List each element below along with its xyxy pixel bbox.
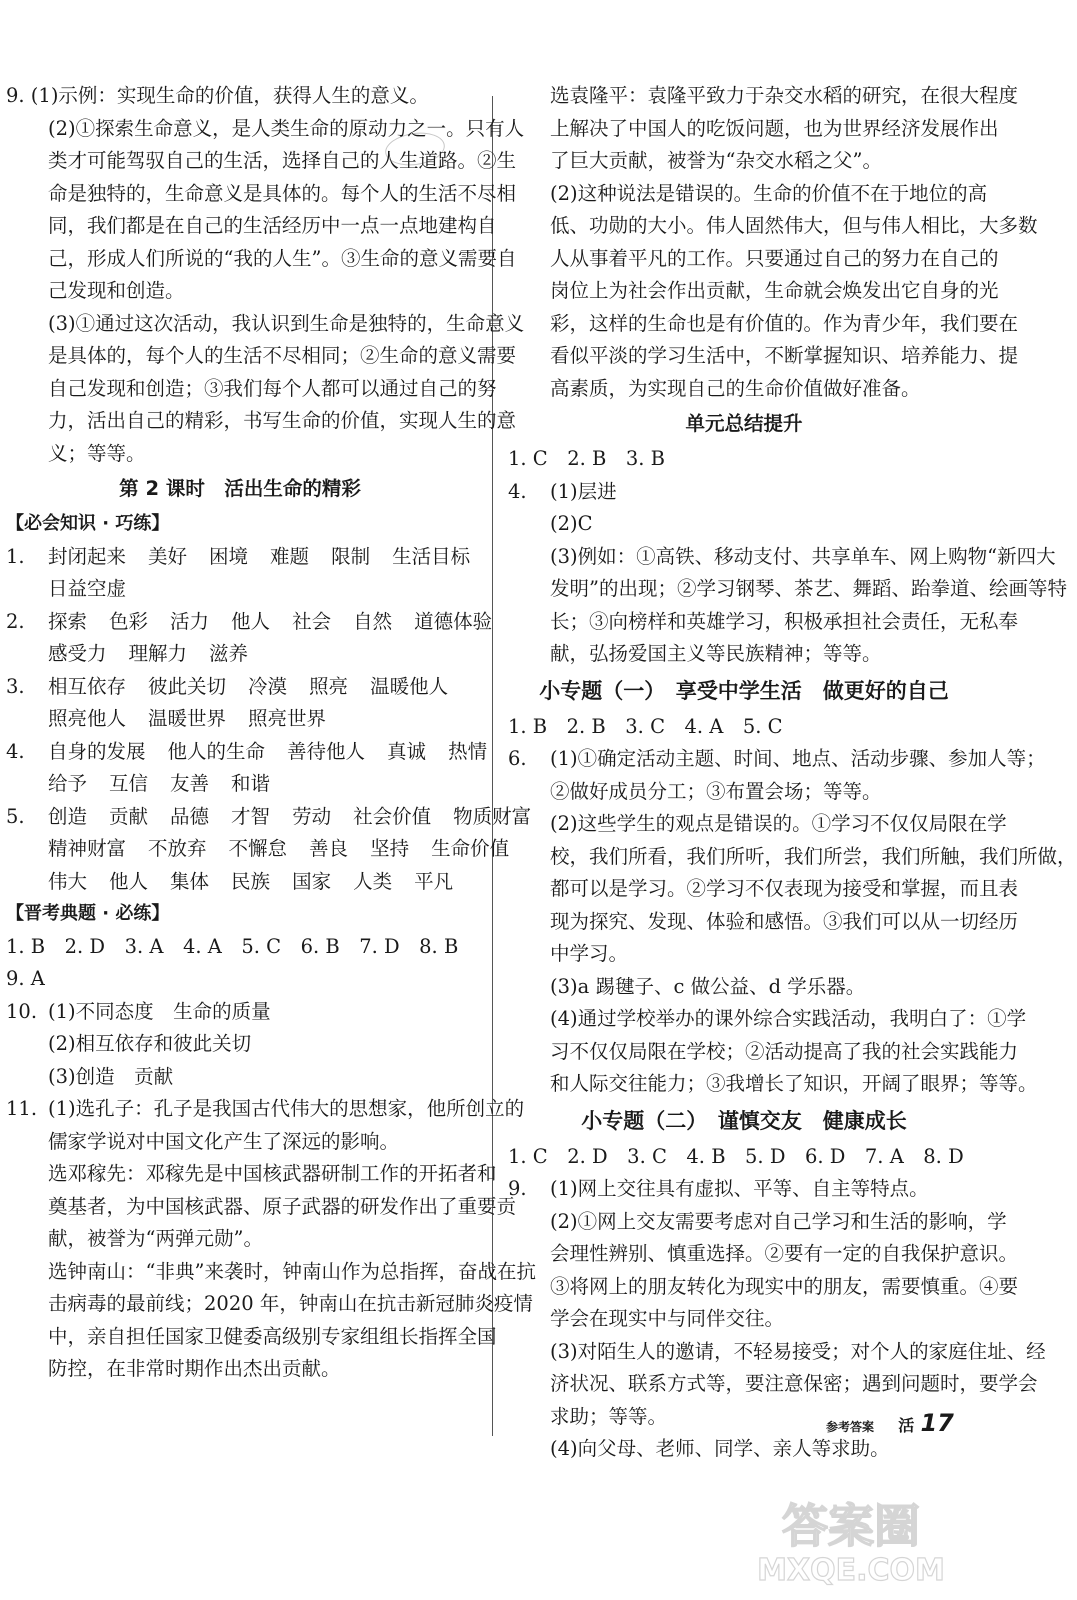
answer-word: 伟大 xyxy=(48,869,88,893)
answer-line: 现为探究、发现、体验和感悟。③我们可以从一切经历 xyxy=(550,909,1019,933)
answer-word: 色彩 xyxy=(109,609,149,633)
answer-line: (3)创造 贡献 xyxy=(48,1064,174,1088)
answer-line: 中，亲自担任国家卫健委高级别专家组组长指挥全国 xyxy=(48,1324,497,1348)
answer-line: 长；③向榜样和英雄学习，积极承担社会责任，无私奉 xyxy=(550,609,1019,633)
question-number: 1. xyxy=(6,544,25,568)
answer-line: 和人际交往能力；③我增长了知识，开阔了眼界；等等。 xyxy=(550,1072,1038,1095)
question-number: 6. xyxy=(508,747,527,770)
answer-line: 会理性辨别、慎重选择。②要有一定的自我保护意识。 xyxy=(550,1242,1019,1265)
watermark-domain: MXQE.COM xyxy=(757,1553,945,1588)
answer-line: 高素质，为实现自己的生命价值做好准备。 xyxy=(550,376,921,400)
question-number: 4. xyxy=(6,739,25,763)
answer-word: 坚持 xyxy=(370,837,410,860)
answer-word: 不放弃 xyxy=(148,837,207,860)
answer-line: (3)例如：①高铁、移动支付、共享单车、网上购物“新四大 xyxy=(550,544,1056,568)
answer-line: 济状况、联系方式等，要注意保密；遇到问题时，要学会 xyxy=(550,1372,1038,1395)
answer-word: 热情 xyxy=(448,739,488,763)
answer-line: 日益空虚 xyxy=(48,577,127,600)
answer-line: 力，活出自己的精彩，书写生命的价值，实现人生的意 xyxy=(48,409,517,432)
question-number: 11. xyxy=(6,1097,38,1120)
answer-word: 感受力 xyxy=(48,642,107,665)
answer-line: (3)对陌生人的邀请，不轻易接受；对个人的家庭住址、经 xyxy=(550,1339,1046,1363)
answer-line: 击病毒的最前线；2020 年，钟南山在抗击新冠肺炎疫情 xyxy=(48,1292,533,1315)
answer-word: 相互依存 xyxy=(48,674,127,698)
question-number: 2. xyxy=(6,609,25,633)
answer-word: 精神财富 xyxy=(48,837,127,860)
answer-line: 己发现和创造。 xyxy=(48,279,185,302)
answer-word: 善待他人 xyxy=(287,739,366,763)
answer-line: (2)①网上交友需要考虑对自己学习和生活的影响，学 xyxy=(550,1209,1007,1233)
answer-word: 集体 xyxy=(170,869,210,893)
column-divider xyxy=(492,96,493,1436)
answer-line: 是具体的，每个人的生活不尽相同；②生命的意义需要 xyxy=(48,344,517,367)
answer-word: 不懈怠 xyxy=(228,837,288,860)
answer-line: 上解决了中国人的吃饭问题，也为世界经济发展作出 xyxy=(550,116,999,140)
answer-word: 封闭起来 xyxy=(48,544,127,568)
answer-line: 义；等等。 xyxy=(48,441,146,465)
answer-line: 类才可能驾驭自己的生活，选择自己的人生道路。②生 xyxy=(48,149,517,172)
fill-blank-answers xyxy=(6,866,474,899)
answer-word: 他人的生命 xyxy=(167,739,266,763)
fill-blank-answers xyxy=(6,801,532,834)
answer-line: 9. (1)示例：实现生命的价值，获得人生的意义。 xyxy=(6,84,429,107)
question-number: 4. xyxy=(508,479,527,503)
answer-word: 品德 xyxy=(170,804,210,828)
answer-line: 1. C 2. B 3. B xyxy=(508,447,665,470)
answer-word: 才智 xyxy=(231,804,271,828)
answer-line: (2)相互依存和彼此关切 xyxy=(48,1032,252,1055)
answer-word: 人类 xyxy=(353,869,393,893)
answer-line: (2)C xyxy=(550,512,593,535)
answer-word: 困境 xyxy=(209,544,249,568)
answer-line: ③将网上的朋友转化为现实中的朋友，需要慎重。④要 xyxy=(550,1274,1019,1298)
answer-word: 滋养 xyxy=(209,642,249,665)
answer-word: 照亮世界 xyxy=(248,707,327,730)
answer-line: 求助；等等。 xyxy=(550,1404,668,1428)
footer-prefix: 活 xyxy=(898,1416,915,1435)
answer-line: 选袁隆平：袁隆平致力于杂交水稻的研究，在很大程度 xyxy=(550,84,1019,107)
answer-word: 温暖他人 xyxy=(370,674,449,698)
answer-line: (2)这些学生的观点是错误的。①学习不仅仅局限在学 xyxy=(550,812,1007,835)
answer-line: 低、功勋的大小。伟人固然伟大，但与伟人相比，大多数 xyxy=(550,214,1038,237)
left-column xyxy=(6,80,536,1386)
answer-line: 岗位上为社会作出贡献，生命就会焕发出它自身的光 xyxy=(550,279,999,302)
answer-word: 自然 xyxy=(353,609,393,633)
fill-blank-answers xyxy=(6,606,493,639)
answer-line: (2)这种说法是错误的。生命的价值不在于地位的高 xyxy=(550,181,988,205)
numbered-answer xyxy=(6,1093,525,1126)
numbered-answer xyxy=(6,996,474,1029)
question-number: 5. xyxy=(6,804,25,828)
answer-line: 奠基者，为中国核武器、原子武器的研发作出了重要贡 xyxy=(48,1194,517,1218)
answer-word: 理解力 xyxy=(128,642,188,665)
answer-line: 选邓稼先：邓稼先是中国核武器研制工作的开拓者和 xyxy=(48,1162,497,1185)
answer-line: 9. A xyxy=(6,967,45,990)
answer-word: 友善 xyxy=(170,772,210,795)
numbered-answer xyxy=(508,743,1046,776)
fill-blank-answers xyxy=(6,671,474,704)
answer-word: 照亮 xyxy=(309,674,349,698)
answer-word: 平凡 xyxy=(414,869,454,893)
answer-line: 中学习。 xyxy=(550,942,629,965)
fill-blank-answers xyxy=(6,541,474,574)
answer-line: (4)向父母、老师、同学、亲人等求助。 xyxy=(550,1437,890,1460)
answer-text: (1)层进 xyxy=(550,479,617,503)
answer-line: 己，形成人们所说的“我的人生”。③生命的意义需要自 xyxy=(48,246,517,270)
answer-line: 看似平淡的学习生活中，不断掌握知识、培养能力、提 xyxy=(550,344,1019,367)
answer-word: 创造 xyxy=(48,804,88,828)
fill-blank-answers xyxy=(6,638,474,671)
answer-word: 道德体验 xyxy=(414,609,493,633)
answer-word: 善良 xyxy=(309,837,349,860)
answer-word: 民族 xyxy=(231,869,271,893)
watermark-chinese: 答案圈 xyxy=(782,1499,920,1553)
fill-blank-answers xyxy=(6,833,510,866)
answer-line: 校，我们所看，我们所听，我们所尝，我们所触，我们所做， xyxy=(550,844,1077,868)
answer-word: 彼此关切 xyxy=(148,674,227,698)
section-heading: 第 2 课时 活出生命的精彩 xyxy=(119,477,361,500)
answer-line: 同，我们都是在自己的生活经历中一点一点地建构自 xyxy=(48,214,497,237)
answer-text: (1)不同态度 生命的质量 xyxy=(48,999,271,1023)
answer-word: 劳动 xyxy=(292,804,332,828)
fill-blank-answers xyxy=(6,703,474,736)
answer-line: 都可以是学习。②学习不仅表现为接受和掌握，而且表 xyxy=(550,877,1019,900)
page-footer xyxy=(826,1409,954,1437)
answer-text: (1)①确定活动主题、时间、地点、活动步骤、参加人等； xyxy=(550,747,1046,770)
question-number: 9. xyxy=(508,1177,527,1200)
answer-word: 真诚 xyxy=(387,739,427,763)
answer-line: 献，被誉为“两弹元勋”。 xyxy=(48,1227,263,1250)
topic-heading: 小专题（一） 享受中学生活 做更好的自己 xyxy=(539,678,949,703)
answer-text: (1)网上交往具有虚拟、平等、自主等特点。 xyxy=(550,1177,929,1200)
answer-word: 互信 xyxy=(109,772,149,795)
answer-word: 生命价值 xyxy=(431,837,510,860)
answer-word: 限制 xyxy=(331,544,371,568)
answer-line: 了巨大贡献，被誉为“杂交水稻之父”。 xyxy=(550,149,882,172)
answer-word: 贡献 xyxy=(109,804,149,828)
answer-word: 生活目标 xyxy=(392,544,471,568)
question-number: 10. xyxy=(6,999,38,1023)
section-heading: 单元总结提升 xyxy=(685,412,803,435)
numbered-answer xyxy=(508,476,980,509)
answer-line: 1. B 2. D 3. A 4. A 5. C 6. B 7. D 8. B xyxy=(6,934,459,958)
answer-word: 给予 xyxy=(48,772,88,795)
answer-line: (3)①通过这次活动，我认识到生命是独特的，生命意义 xyxy=(48,311,525,335)
fill-blank-answers xyxy=(6,736,488,769)
answer-word: 照亮他人 xyxy=(48,707,127,730)
subsection-label: 【晋考典题 · 必练】 xyxy=(6,903,170,924)
answer-line: 习不仅仅局限在学校；②活动提高了我的社会实践能力 xyxy=(550,1039,1019,1063)
answer-text: (1)选孔子：孔子是我国古代伟大的思想家，他所创立的 xyxy=(48,1097,525,1120)
answer-word: 美好 xyxy=(148,544,188,568)
site-watermark-logo xyxy=(726,1490,976,1586)
answer-line: 命是独特的，生命意义是具体的。每个人的生活不尽相 xyxy=(48,181,517,205)
footer-label: 参考答案 xyxy=(826,1420,875,1434)
answer-word: 难题 xyxy=(270,544,310,568)
answer-line: 1. B 2. B 3. C 4. A 5. C xyxy=(508,714,783,738)
page-number: 17 xyxy=(920,1409,954,1437)
answer-word: 活力 xyxy=(170,609,210,633)
answer-line: 1. C 2. D 3. C 4. B 5. D 6. D 7. A 8. D xyxy=(508,1144,964,1168)
answer-line: 防控，在非常时期作出杰出贡献。 xyxy=(48,1357,341,1380)
answer-word: 探索 xyxy=(48,609,88,633)
answer-word: 和谐 xyxy=(231,772,271,795)
answer-word: 物质财富 xyxy=(453,804,532,828)
question-number: 3. xyxy=(6,674,25,698)
answer-line: 献，弘扬爱国主义等民族精神；等等。 xyxy=(550,642,882,665)
answer-line: 自己发现和创造；③我们每个人都可以通过自己的努 xyxy=(48,376,497,400)
answer-word: 冷漠 xyxy=(248,674,288,698)
answer-line: 儒家学说对中国文化产生了深远的影响。 xyxy=(48,1129,400,1153)
answer-line: (3)a 踢毽子、c 做公益、d 学乐器。 xyxy=(550,974,866,998)
subsection-label: 【必会知识 · 巧练】 xyxy=(6,513,170,534)
answer-word: 自身的发展 xyxy=(48,739,146,763)
fill-blank-answers xyxy=(6,768,474,801)
right-column xyxy=(508,80,1077,1466)
answer-line: 人从事着平凡的工作。只要通过自己的努力在自己的 xyxy=(550,246,999,270)
answer-word: 社会价值 xyxy=(353,804,432,828)
answer-word: 他人 xyxy=(231,609,271,633)
topic-heading: 小专题（二） 谨慎交友 健康成长 xyxy=(581,1108,907,1133)
answer-line: 学会在现实中与同伴交往。 xyxy=(550,1307,785,1330)
answer-word: 国家 xyxy=(292,869,332,893)
answer-line: (4)通过学校举办的课外综合实践活动，我明白了：①学 xyxy=(550,1007,1027,1030)
answer-line: 选钟南山：“非典”来袭时，钟南山作为总指挥，奋战在抗 xyxy=(48,1259,536,1283)
answer-word: 他人 xyxy=(109,869,149,893)
answer-line: (2)①探索生命意义，是人类生命的原动力之一。只有人 xyxy=(48,116,525,140)
answer-line: 发明”的出现；②学习钢琴、茶艺、舞蹈、跆拳道、绘画等特 xyxy=(550,577,1067,600)
answer-word: 温暖世界 xyxy=(148,707,227,730)
answer-line: 彩，这样的生命也是有价值的。作为青少年，我们要在 xyxy=(550,311,1019,335)
numbered-answer xyxy=(508,1173,980,1206)
answer-line: ②做好成员分工；③布置会场；等等。 xyxy=(550,779,882,803)
answer-word: 社会 xyxy=(292,609,332,633)
